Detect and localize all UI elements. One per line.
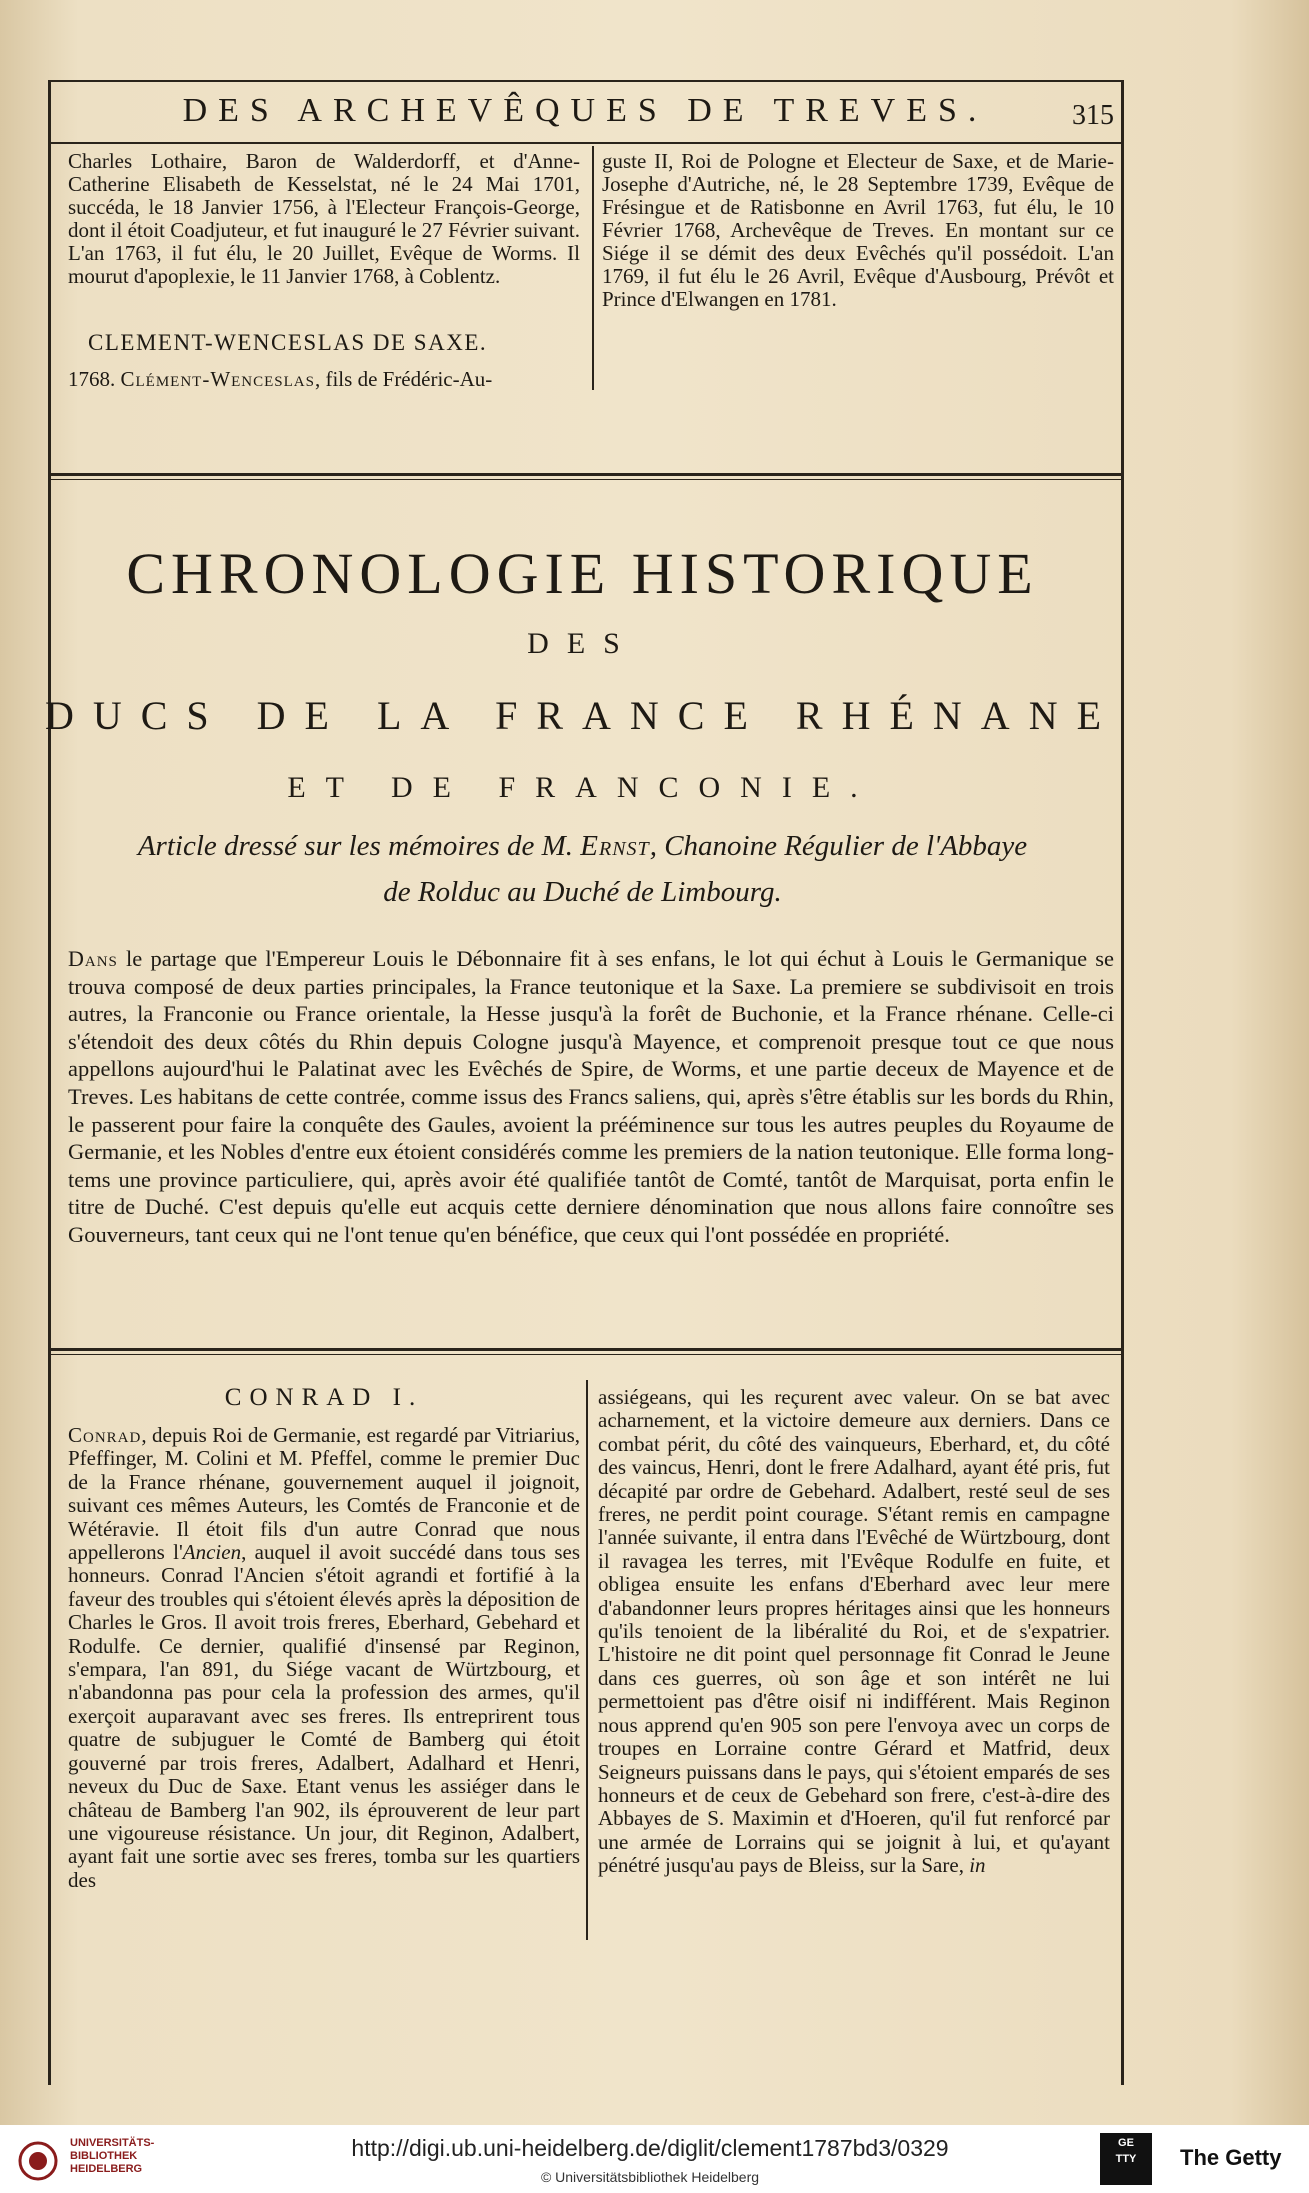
title-des: DES (527, 627, 638, 660)
subtitle-author: Ernst (580, 830, 650, 862)
getty-logo-icon (1100, 2133, 1152, 2185)
university-library-name (70, 2137, 154, 2176)
library-name-line: BIBLIOTHEK (70, 2150, 138, 2162)
conrad-ancien: Ancien (182, 1540, 242, 1565)
getty-mark-line: GE (1118, 2137, 1134, 2149)
entry-name: Clément-Wenceslas (120, 367, 315, 391)
frame-left-rule (48, 80, 51, 2085)
subtitle-before: Article dressé sur les mémoires de M. (137, 830, 574, 862)
getty-label: The Getty (1180, 2145, 1282, 2170)
title-franconie: ET DE FRANCONIE. (287, 771, 878, 804)
intro-paragraph (68, 945, 1114, 1249)
source-url-link[interactable]: http://digi.ub.uni-heidelberg.de/diglit/clement1787bd3/0329 (351, 2135, 949, 2161)
main-title: CHRONOLOGIE HISTORIQUE (126, 541, 1039, 606)
catchword: in (969, 1853, 986, 1878)
section-rule-bottom-thin (48, 1354, 1124, 1355)
running-head: DES ARCHEVÊQUES DE TREVES. (182, 92, 988, 129)
title-ducs: DUCS DE LA FRANCE RHÉNANE (44, 693, 1121, 738)
library-name-line: UNIVERSITÄTS- (70, 2137, 155, 2149)
top-left-column: Charles Lothaire, Baron de Walderdorff, et d'Anne-Catherine Elisabeth de Kesselstat, né le 24 Mai 1701, succéda, le 18 Janvier 1756, à l'Electeur François-George, dont il étoit Coadjuteur, et fut inauguré le 27 Février suivant. L'an 1763, il fut élu, le 20 Juillet, Evêque de Worms. Il mourut d'apoplexie, le 11 Janvier 1768, à Coblentz. (68, 149, 580, 288)
entry-heading-clement: CLEMENT-WENCESLAS DE SAXE. (88, 330, 488, 355)
subtitle-line-2: de Rolduc au Duché de Limbourg. (383, 876, 782, 908)
conrad-text-b: , auquel il avoit succédé dans tous ses honneurs. Conrad l'Ancien s'étoit agrandi et fortifié à la faveur des troubles qui s'étoient élevés après la déposition de Charles le Gros. Il avoit trois freres, Eberhard, Gebehard et Rodulfe. Ce dernier, qualifié d'insensé par Reginon, s'empara, l'an 891, du Siége vacant de Würtzbourg, et n'abandonna pas pour cela la profession des armes, qu'il exerçoit auparavant avec ses freres. Ils entreprirent tous quatre de subjuguer le Comté de Bamberg qui étoit gouverné par trois freres, Adalbert, Adalhard et Henri, neveux du Duc de Saxe. Etant venus les assiéger dans le château de Bamberg l'an 902, ils éprouverent de leur part une vigoureuse résistance. Un jour, dit Reginon, Adalbert, ayant fait une sortie avec ses freres, tomba sur les quartiers des (68, 1540, 580, 1892)
top-right-column: guste II, Roi de Pologne et Electeur de Saxe, et de Marie-Josephe d'Autriche, né, le 28 Septembre 1739, Evêque de Frésingue et de Ratisbonne en Avril 1763, fut élu, le 10 Février 1768, Archevêque de Treves. En montant sur ce Siége il se démit des deux Evêchés qu'il possédoit. L'an 1769, il fut élu le 26 Avril, Evêque d'Ausbourg, Prévôt et Prince d'Elwangen en 1781. (602, 149, 1114, 311)
frame-top-rule (48, 80, 1124, 82)
section-rule-bottom (48, 1348, 1124, 1351)
top-column-divider (592, 146, 594, 390)
copyright-notice: © Universitätsbibliothek Heidelberg (540, 2169, 760, 2185)
subtitle-line-1 (40, 830, 1125, 863)
lower-column-divider (586, 1380, 588, 1940)
entry-text: , fils de Frédéric-Au- (314, 367, 493, 391)
page-number: 315 (1072, 100, 1114, 131)
viewer-footer (0, 2125, 1309, 2193)
conrad-left-column (68, 1424, 580, 1892)
library-name-line: HEIDELBERG (70, 2163, 143, 2175)
section-rule-top (48, 473, 1124, 476)
header-underline (48, 142, 1124, 144)
intro-dropcap: Dans (68, 946, 118, 971)
conrad-text-a: , depuis Roi de Germanie, est regardé par Vitriarius, Pfeffinger, M. Colini et M. Pfeffel, comme le premier Duc de la France rhénane, gouvernement auquel il joignoit, suivant ces mêmes Auteurs, les Comtés de Franconie et de Wétéravie. Il étoit fils d'un autre Conrad que nous appellerons l' (68, 1423, 580, 1565)
entry-year: 1768. (68, 367, 116, 391)
intro-text: le partage que l'Empereur Louis le Débonnaire fit à ses enfans, le lot qui échut à Louis le Germanique se trouva composé de deux parties principales, la France teutonique et la Saxe. La premiere se subdivisoit en trois autres, la Franconie ou France orientale, la Hesse jusqu'à la forêt de Buchonie, et la France rhénane. Celle-ci s'étendoit des deux côtés du Rhin depuis Cologne jusqu'à Mayence, et comprenoit presque tout ce que nous appellons aujourd'hui le Palatinat avec les Evêchés de Spire, de Worms, et une partie deceux de Mayence et de Treves. Les habitans de cette contrée, comme issus des Francs saliens, qui, après s'être établis sur les bords du Rhin, le passerent pour faire la conquête des Gaules, avoient la prééminence sur tous les autres peuples du Royaume de Germanie, et les Nobles d'entre eux étoient considérés comme les premiers de la nation teutonique. Elle forma long-tems une province particuliere, qui, après avoir été qualifiée tantôt de Comté, tantôt de Marquisat, porta enfin le titre de Duché. C'est depuis qu'elle eut acquis cette derniere dénomination que nous allons faire connoître ses Gouverneurs, tant ceux qui ne l'ont tenue qu'en bénéfice, que ceux qui l'ont possédée en propriété. (68, 946, 1114, 1247)
frame-right-rule (1121, 80, 1124, 2085)
entry-start-clement (68, 368, 580, 391)
subtitle-after: , Chanoine Régulier de l'Abbaye (649, 830, 1028, 862)
getty-mark-line: TTY (1115, 2153, 1137, 2165)
university-seal-icon (18, 2141, 58, 2181)
conrad-right-text: assiégeans, qui les reçurent avec valeur. On se bat avec acharnement, et la victoire demeure aux derniers. Dans ce combat périt, du côté des vainqueurs, Eberhard, et, du côté des vaincus, Henri, dont le frere Adalhard, ayant été pris, fut décapité par ordre de Gebehard. Adalbert, resté seul de ses freres, ne perdit point courage. S'étant remis en campagne l'année suivante, il entra dans l'Evêché de Würtzbourg, dont il ravagea les terres, mit l'Evêque Rodulfe en fuite, et obligea ensuite les enfans d'Eberhard avec leur mere d'abandonner leurs propres héritages ainsi que les honneurs qu'ils tenoient de la libéralité du Roi, et de s'expatrier. L'histoire ne dit point quel personnage fit Conrad le Jeune dans ces guerres, où son âge et son intérêt ne lui permettoient pas d'être oisif ni indifférent. Mais Reginon nous apprend qu'en 905 son pere l'envoya avec un corps de troupes en Lorraine contre Gérard et Matfrid, deux Seigneurs puissans dans le pays, qui s'étoient emparés de ses honneurs et de ceux de Gebehard son frere, c'est-à-dire des Abbayes de S. Maximin et d'Hoeren, qu'il fut renforcé par une armée de Lorrains qui se joignit à lui, et qu'ayant pénétré jusqu'au pays de Bleiss, sur la Sare, (598, 1385, 1110, 1878)
conrad-heading: CONRAD I. (224, 1384, 424, 1411)
conrad-dropcap: Conrad (68, 1423, 142, 1447)
conrad-right-column (598, 1386, 1110, 1878)
section-rule-top-thin (48, 479, 1124, 480)
